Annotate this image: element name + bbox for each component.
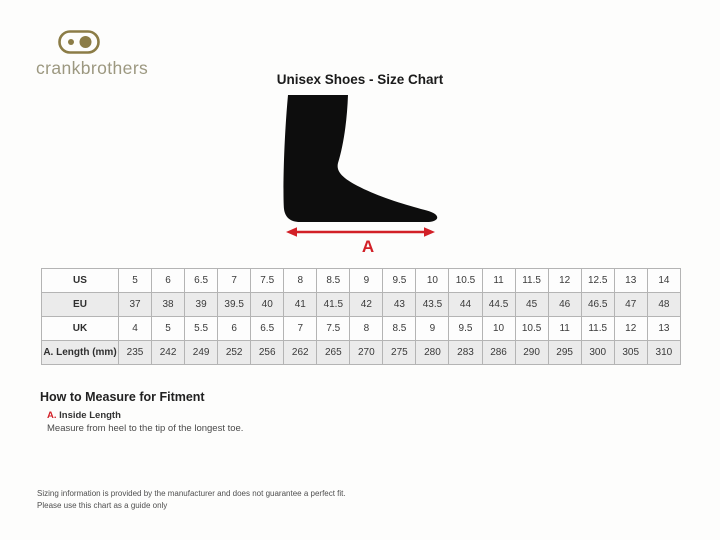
size-cell: 265 [317, 341, 350, 365]
brand-wordmark: crankbrothers [36, 58, 149, 78]
size-cell: 39 [185, 293, 218, 317]
size-cell: 12 [614, 317, 647, 341]
size-cell: 10 [482, 317, 515, 341]
page-title: Unisex Shoes - Size Chart [276, 72, 444, 87]
size-cell: 8.5 [383, 317, 416, 341]
size-cell: 7.5 [251, 269, 284, 293]
size-cell: 286 [482, 341, 515, 365]
measure-arrow-left-head [286, 227, 297, 236]
size-cell: 7.5 [317, 317, 350, 341]
foot-silhouette [283, 95, 437, 222]
foot-measurement-diagram [270, 95, 460, 257]
size-cell: 12 [548, 269, 581, 293]
size-cell: 13 [614, 269, 647, 293]
size-table [41, 268, 681, 365]
size-cell: 283 [449, 341, 482, 365]
size-cell: 44.5 [482, 293, 515, 317]
size-cell: 46.5 [581, 293, 614, 317]
row-header: EU [42, 293, 119, 317]
size-cell: 8.5 [317, 269, 350, 293]
size-cell: 47 [614, 293, 647, 317]
size-cell: 10.5 [449, 269, 482, 293]
size-cell: 7 [284, 317, 317, 341]
size-cell: 262 [284, 341, 317, 365]
size-cell: 310 [647, 341, 680, 365]
size-cell: 46 [548, 293, 581, 317]
disclaimer-line-1: Sizing information is provided by the manufacturer and does not guarantee a perfect fit. [37, 489, 346, 498]
size-cell: 275 [383, 341, 416, 365]
measure-item-label [47, 410, 121, 421]
size-cell: 7 [218, 269, 251, 293]
size-cell: 10.5 [515, 317, 548, 341]
size-cell: 256 [251, 341, 284, 365]
size-cell: 300 [581, 341, 614, 365]
table-row [42, 341, 681, 365]
size-cell: 41 [284, 293, 317, 317]
size-cell: 38 [152, 293, 185, 317]
size-cell: 235 [119, 341, 152, 365]
table-row [42, 317, 681, 341]
measure-section-heading: How to Measure for Fitment [40, 390, 205, 404]
size-cell: 6.5 [251, 317, 284, 341]
size-table-body [42, 269, 681, 365]
size-cell: 5 [152, 317, 185, 341]
measure-arrow-right-head [424, 227, 435, 236]
measure-item-key: A. [47, 410, 57, 421]
size-cell: 6 [218, 317, 251, 341]
measure-item-name: Inside Length [56, 410, 121, 421]
size-cell: 8 [284, 269, 317, 293]
size-cell: 290 [515, 341, 548, 365]
disclaimer-line-2: Please use this chart as a guide only [37, 500, 168, 510]
size-cell: 44 [449, 293, 482, 317]
size-cell: 242 [152, 341, 185, 365]
size-cell: 43.5 [416, 293, 449, 317]
disclaimer [37, 488, 346, 511]
size-cell: 45 [515, 293, 548, 317]
size-cell: 11.5 [515, 269, 548, 293]
size-cell: 10 [416, 269, 449, 293]
size-cell: 280 [416, 341, 449, 365]
size-cell: 39.5 [218, 293, 251, 317]
size-cell: 40 [251, 293, 284, 317]
size-cell: 37 [119, 293, 152, 317]
size-cell: 43 [383, 293, 416, 317]
size-cell: 8 [350, 317, 383, 341]
size-cell: 9 [350, 269, 383, 293]
size-cell: 295 [548, 341, 581, 365]
size-cell: 9.5 [383, 269, 416, 293]
size-cell: 6.5 [185, 269, 218, 293]
size-cell: 11 [482, 269, 515, 293]
size-cell: 9 [416, 317, 449, 341]
size-cell: 11.5 [581, 317, 614, 341]
row-header: UK [42, 317, 119, 341]
size-cell: 11 [548, 317, 581, 341]
size-cell: 249 [185, 341, 218, 365]
size-cell: 4 [119, 317, 152, 341]
size-cell: 252 [218, 341, 251, 365]
size-cell: 270 [350, 341, 383, 365]
size-cell: 5.5 [185, 317, 218, 341]
crankbrothers-pedal-icon [58, 30, 100, 54]
size-cell: 12.5 [581, 269, 614, 293]
measure-item-description: Measure from heel to the tip of the longest toe. [47, 423, 244, 434]
size-cell: 42 [350, 293, 383, 317]
row-header: A. Length (mm) [42, 341, 119, 365]
size-cell: 13 [647, 317, 680, 341]
row-header: US [42, 269, 119, 293]
size-cell: 305 [614, 341, 647, 365]
size-cell: 6 [152, 269, 185, 293]
size-cell: 14 [647, 269, 680, 293]
table-row [42, 293, 681, 317]
size-cell: 48 [647, 293, 680, 317]
measure-label-a: A [361, 237, 375, 256]
size-cell: 5 [119, 269, 152, 293]
table-row [42, 269, 681, 293]
size-cell: 9.5 [449, 317, 482, 341]
size-cell: 41.5 [317, 293, 350, 317]
